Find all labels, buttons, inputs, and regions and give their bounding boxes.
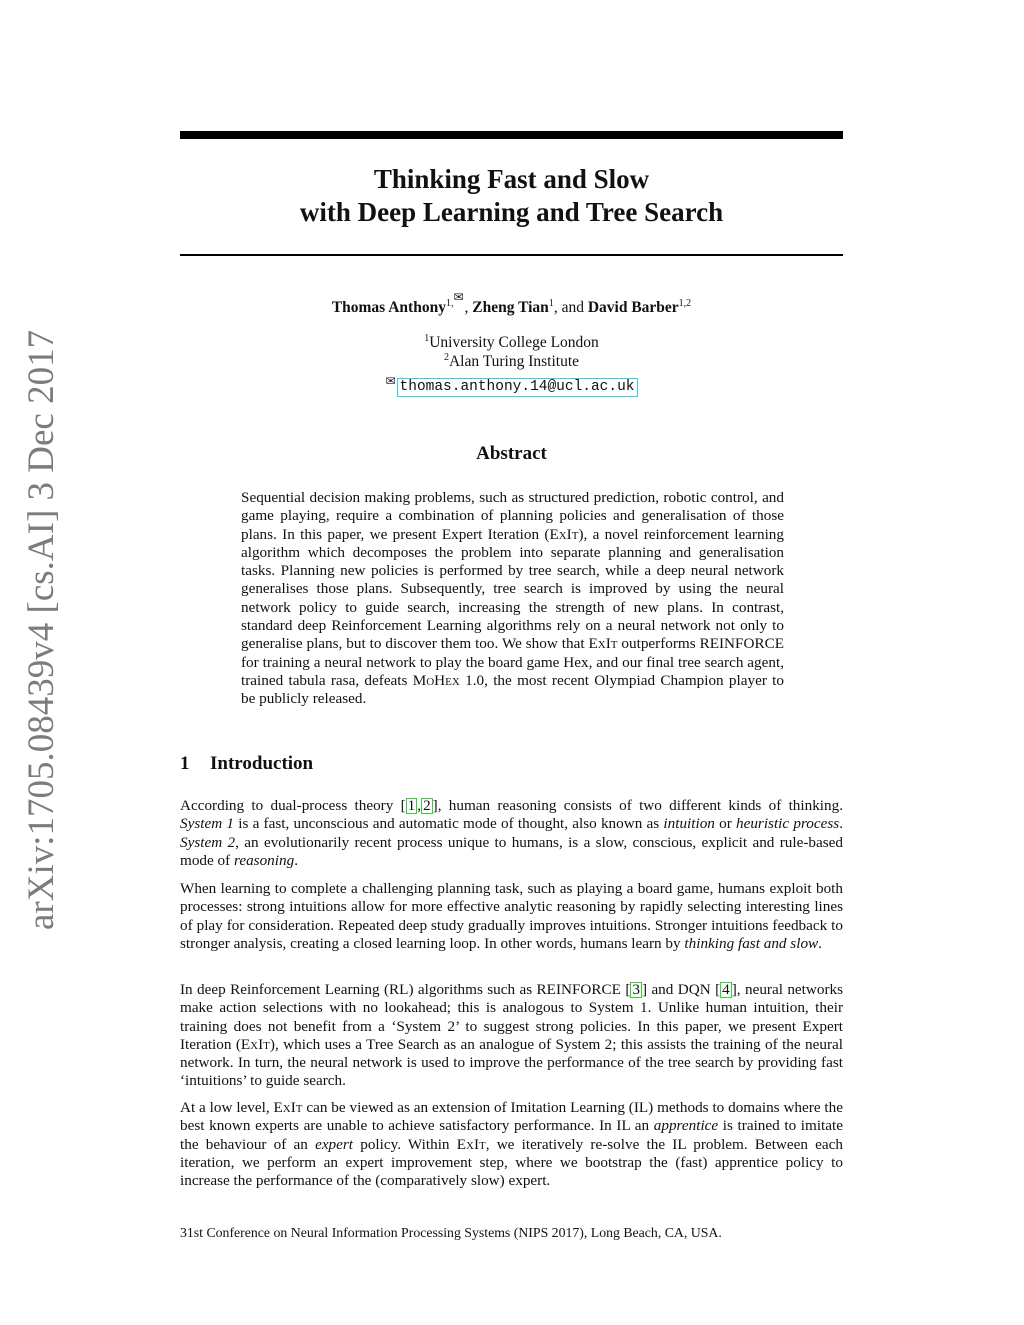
text-segment: In deep Reinforcement Learning (RL) algorithms such as REINFORCE [: [180, 981, 631, 998]
exit-term: ExIt: [549, 525, 579, 543]
exit-term: ExIt: [273, 1099, 303, 1116]
text-segment: ), which uses a Tree Search as an analogue of System 2; this assists the training of the neural network. In turn, the neural network is used to improve the performance of the tree search by providing fast ‘intuitions’ to guide search.: [180, 1035, 843, 1090]
exit-term: ExIt: [240, 1035, 270, 1053]
abstract-segment: ), a novel reinforcement learning algorithm which decomposes the problem into separate planning and generalisation tasks. Planning new policies is performed by tree search, while a deep neural network generalises those plans. Subsequently, tree search is improved by using the neural network policy to guide search, increasing the strength of new plans. In contrast, standard deep Reinforcement Learning algorithms rely on a neural network not only to generalise plans, but to discover them too. We show that: [241, 525, 784, 653]
emphasis: thinking fast and slow: [684, 934, 819, 952]
intro-paragraph-2: [180, 880, 843, 953]
exit-term: ExIt: [456, 1135, 486, 1153]
text-segment: is a fast, unconscious and automatic mode of thought, also known as: [234, 815, 664, 833]
emphasis: intuition: [663, 815, 715, 833]
author-sup: 1,: [445, 298, 454, 309]
affiliation-name: Alan Turing Institute: [448, 353, 580, 370]
title-top-rule: [180, 131, 843, 139]
text-segment: ] and DQN [: [641, 981, 721, 998]
section-title: Introduction: [210, 753, 314, 774]
emphasis: System 2: [180, 833, 236, 851]
email-line: [180, 372, 843, 397]
envelope-icon: ✉: [453, 290, 464, 304]
author-name: David Barber: [587, 299, 679, 316]
affiliation-name: University College London: [429, 334, 599, 351]
email-link[interactable]: thomas.anthony.14@ucl.ac.uk: [397, 378, 638, 397]
title-line-1: Thinking Fast and Slow: [373, 164, 650, 194]
title-bottom-rule: [180, 254, 843, 256]
author-name: Zheng Tian: [472, 299, 549, 316]
abstract-segment: outperforms REINFORCE for training a neural network to play the board game Hex, and our final tree search agent, trained tabula rasa, defeats: [241, 635, 784, 689]
text-segment: is trained to imitate the behaviour of an: [180, 1117, 843, 1153]
title-line-2: with Deep Learning and Tree Search: [299, 197, 724, 227]
text-segment: .: [839, 815, 843, 833]
text-segment: , we iteratively re-solve the IL problem. Between each iteration, we perform an expert improvement step, where we bootstrap the (fast) apprentice policy to increase the performance of the (comparatively slow) expert.: [180, 1135, 843, 1190]
author-affiliation-mark: [445, 290, 465, 309]
author-sup: 1,2: [678, 298, 692, 309]
intro-paragraph-1: [180, 797, 843, 870]
envelope-icon: ✉: [385, 374, 396, 388]
text-segment: According to dual-process theory [: [180, 797, 406, 814]
author-sup: 1: [548, 298, 554, 309]
abstract-heading: Abstract: [476, 443, 547, 464]
affiliation-mark: 1: [424, 333, 430, 344]
text-segment: can be viewed as an extension of Imitation Learning (IL) methods to domains where the best known experts are unable to achieve satisfactory performance. In IL an: [180, 1099, 843, 1135]
emphasis: expert: [315, 1135, 354, 1153]
emphasis: apprentice: [653, 1117, 719, 1135]
author-and: , and: [553, 299, 588, 316]
intro-paragraph-4: [180, 1099, 843, 1190]
affiliation-1: [180, 333, 843, 352]
citation-link[interactable]: 4: [722, 981, 730, 998]
text-segment: or: [714, 815, 736, 833]
arxiv-identifier: arXiv:1705.08439v4 [cs.AI] 3 Dec 2017: [21, 329, 62, 930]
text-segment: .: [818, 934, 822, 952]
text-segment: When learning to complete a challenging planning task, such as playing a board game, humans exploit both processes: strong intuitions allow for more effective analytic reasoning by rapidly selecting interesting lines of play for consideration. Repeated deep study gradually improves intuitions. Stronger intuitions feedback to stronger analysis, creating a closed learning loop. In other words, humans learn by: [180, 880, 843, 952]
citation-link[interactable]: 1: [407, 797, 416, 814]
text-segment: ,: [417, 797, 422, 814]
mohex-term: MoHex: [412, 671, 460, 689]
section-number: 1: [180, 753, 190, 774]
author-name: Thomas Anthony: [331, 299, 446, 316]
citation-link[interactable]: 2: [423, 797, 431, 814]
paper-title: [180, 163, 843, 229]
intro-paragraph-3: [180, 981, 843, 1091]
text-segment: ], human reasoning consists of two different kinds of thinking.: [432, 797, 843, 814]
text-segment: .: [294, 851, 298, 869]
abstract-segment: Sequential decision making problems, such as structured prediction, robotic control, and game playing, require a combination of planning policies and generalisation of those plans. In this paper, we present Expert Iteration (: [241, 489, 784, 543]
abstract-segment: 1.0, the most recent Olympiad Champion player to be publicly released.: [241, 671, 784, 708]
author-list: [180, 290, 843, 318]
emphasis: reasoning: [234, 851, 295, 869]
text-segment: At a low level,: [180, 1099, 274, 1116]
section-heading-introduction: [180, 752, 843, 776]
text-segment: , an evolutionarily recent process unique to humans, is a slow, conscious, explicit and rule-based mode of: [180, 833, 843, 869]
affiliation-mark: 2: [443, 352, 449, 363]
citation-link[interactable]: 3: [632, 981, 640, 998]
affiliations: [180, 333, 843, 397]
affiliation-2: [180, 352, 843, 371]
conference-footnote: 31st Conference on Neural Information Processing Systems (NIPS 2017), Long Beach, CA, USA.: [180, 1225, 722, 1240]
abstract-text: [241, 489, 784, 709]
text-segment: policy. Within: [353, 1135, 457, 1153]
text-segment: ], neural networks make action selections with no lookahead; this is analogous to System 1. Unlike human intuition, their training does not benefit from a ‘System 2’ to suggest strong policies. In this paper, we present Expert Iteration (: [180, 981, 844, 1053]
emphasis: heuristic process: [735, 815, 840, 833]
exit-term: ExIt: [588, 635, 618, 653]
emphasis: System 1: [180, 815, 234, 833]
author-separator: ,: [464, 299, 473, 316]
